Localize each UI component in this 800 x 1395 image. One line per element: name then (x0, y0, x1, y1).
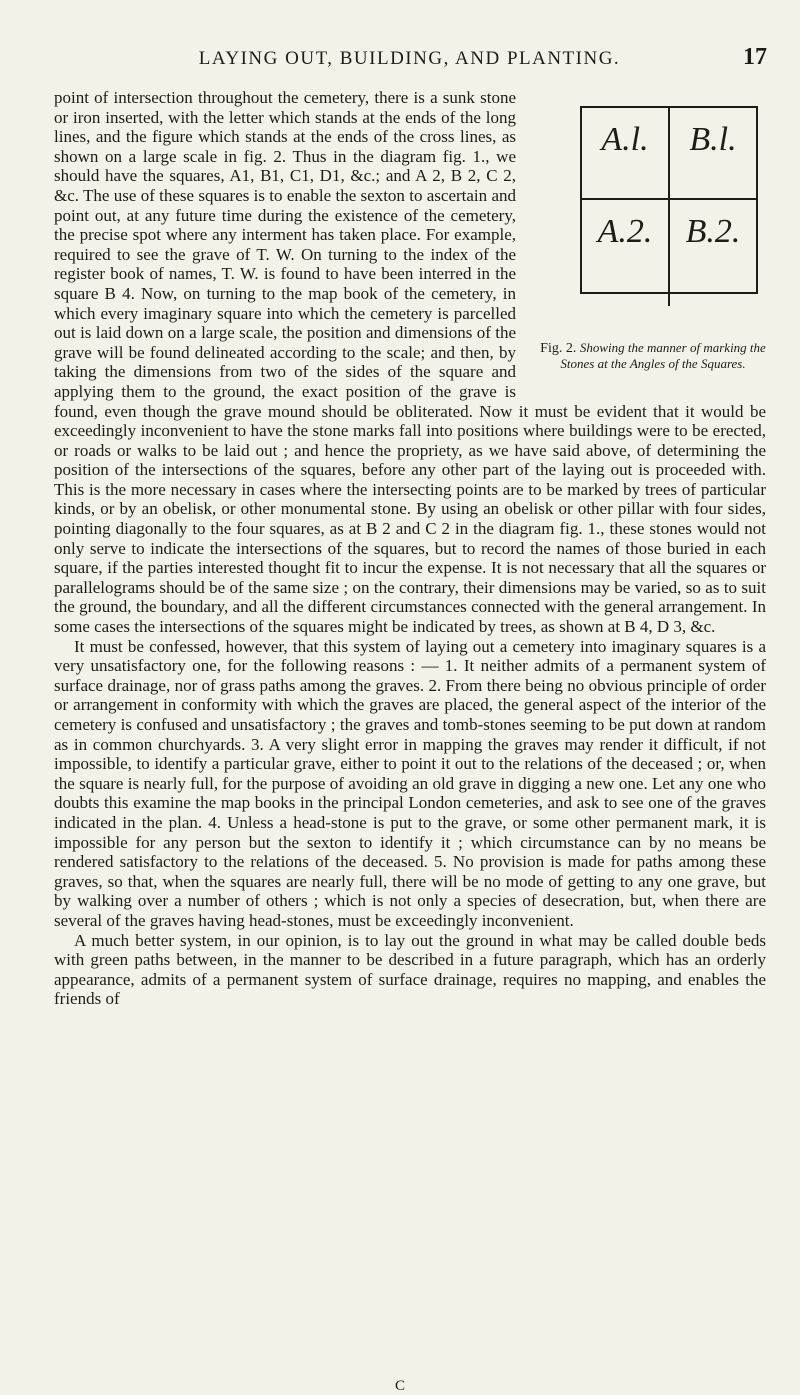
page-header (52, 44, 767, 74)
figure-2 (530, 88, 766, 388)
cell-a1: A.l. (601, 121, 649, 158)
grid-line (580, 198, 758, 200)
page-number: 17 (743, 44, 767, 70)
signature-mark: C (394, 1378, 405, 1394)
cell-b1: B.l. (689, 121, 737, 158)
square-markings-diagram (580, 106, 756, 330)
paragraph-2: It must be confessed, however, that this system of laying out a cemetery into imaginary squares is a very unsatisfactory one, for the following reasons : — 1. It neither admits of a permanent system of surface drainage, nor of grass paths among the graves. 2. From there being no obvious principle of order or arrangement in conformity with which the graves are placed, the general aspect of the interior of the cemetery is confused and unsatisfactory ; the graves and tomb-stones seeming to be put down at random as in common churchyards. 3. A very slight error in mapping the graves may render it difficult, if not impossible, to identify a particular grave, either to point it out to the relations of the deceased ; or, when the square is nearly full, for the purpose of avoiding an old grave in digging a new one. Let any one who doubts this examine the map books in the principal London cemeteries, and ask to see one of the graves indicated in the plan. 4. Unless a head-stone is put to the grave, or some other permanent mark, it is impossible for any person but the sexton to identify it ; which circumstance can by no means be rendered satisfactory to the relations of the deceased. 5. No provision is made for paths among these graves, so that, when the squares are nearly full, there will be no mode of getting to any one grave, but by walking over a number of others ; which is not only a species of desecration, but, when there are several of the graves having head-stones, must be exceedingly inconvenient. (54, 636, 766, 930)
grid-line (580, 106, 758, 108)
body-text (54, 88, 766, 1009)
cell-b2: B.2. (685, 213, 741, 250)
grid-line (756, 106, 758, 294)
cell-a2: A.2. (597, 213, 653, 250)
caption-lead: Fig. 2. (540, 341, 577, 356)
grid-line (580, 292, 758, 294)
paragraph-1: point of intersection throughout the cemetery, there is a sunk stone or iron inserted, with the letter which stands at the ends of the long lines, and the figure which stands at the ends of the cross lines, as shown on a large scale in fig. 2. Thus in the diagram fig. 1., we should have the squares, A1, B1, C1, D1, &c.; and A 2, B 2, C 2, &c. The use of these squares is to enable the sexton to ascertain and point out, at any future time during the existence of the cemetery, the precise spot where any interment has taken place. For example, required to see the grave of T. W. On turning to the index of the register book of names, T. W. is found to have been interred in the square B 4. Now, on turning to the map book of the cemetery, in which every imaginary square into which the cemetery is parcelled out is laid down on a large scale, the position and dimensions of the grave will be found delineated according to the scale; and then, by taking the dimensions from two of the sides of the square and applying them to the ground, the exact position of the grave is found, even though the grave mound should be obliterated. Now it must be evident that it would be exceedingly inconvenient to have the stone marks fall into positions where buildings were to be erected, or roads or walks to be laid out ; and hence the propriety, as we have said above, of determining the position of the intersections of the squares, before any other part of the laying out is proceeded with. This is the more necessary in cases where the intersecting points are to be marked by trees of particular kinds, or by an obelisk, or other monumental stone. By using an obelisk or other pillar with four sides, pointing diagonally to the four squares, as at B 2 and C 2 in the diagram fig. 1., these stones would not only serve to indicate the intersections of the squares, but to record the names of those buried in each square, if the parties interested thought fit to incur the expense. It is not necessary that all the squares or parallelograms should be of the same size ; on the contrary, their dimensions may be varied, so as to suit the ground, the boundary, and all the different circumstances connected with the general arrangement. In some cases the intersections of the squares might be indicated by trees, as shown at B 4, D 3, &c. (54, 88, 766, 637)
caption-body: Showing the manner of marking the Stones at the Angles of the Squares. (560, 340, 766, 371)
figure-caption (540, 340, 766, 372)
paragraph-3: A much better system, in our opinion, is to lay out the ground in what may be called double beds with green paths between, in the manner to be described in a future paragraph, which has an orderly appearance, admits of a permanent system of surface drainage, requires no mapping, and enables the friends of (54, 930, 766, 1009)
running-title: LAYING OUT, BUILDING, AND PLANTING. (198, 48, 621, 69)
